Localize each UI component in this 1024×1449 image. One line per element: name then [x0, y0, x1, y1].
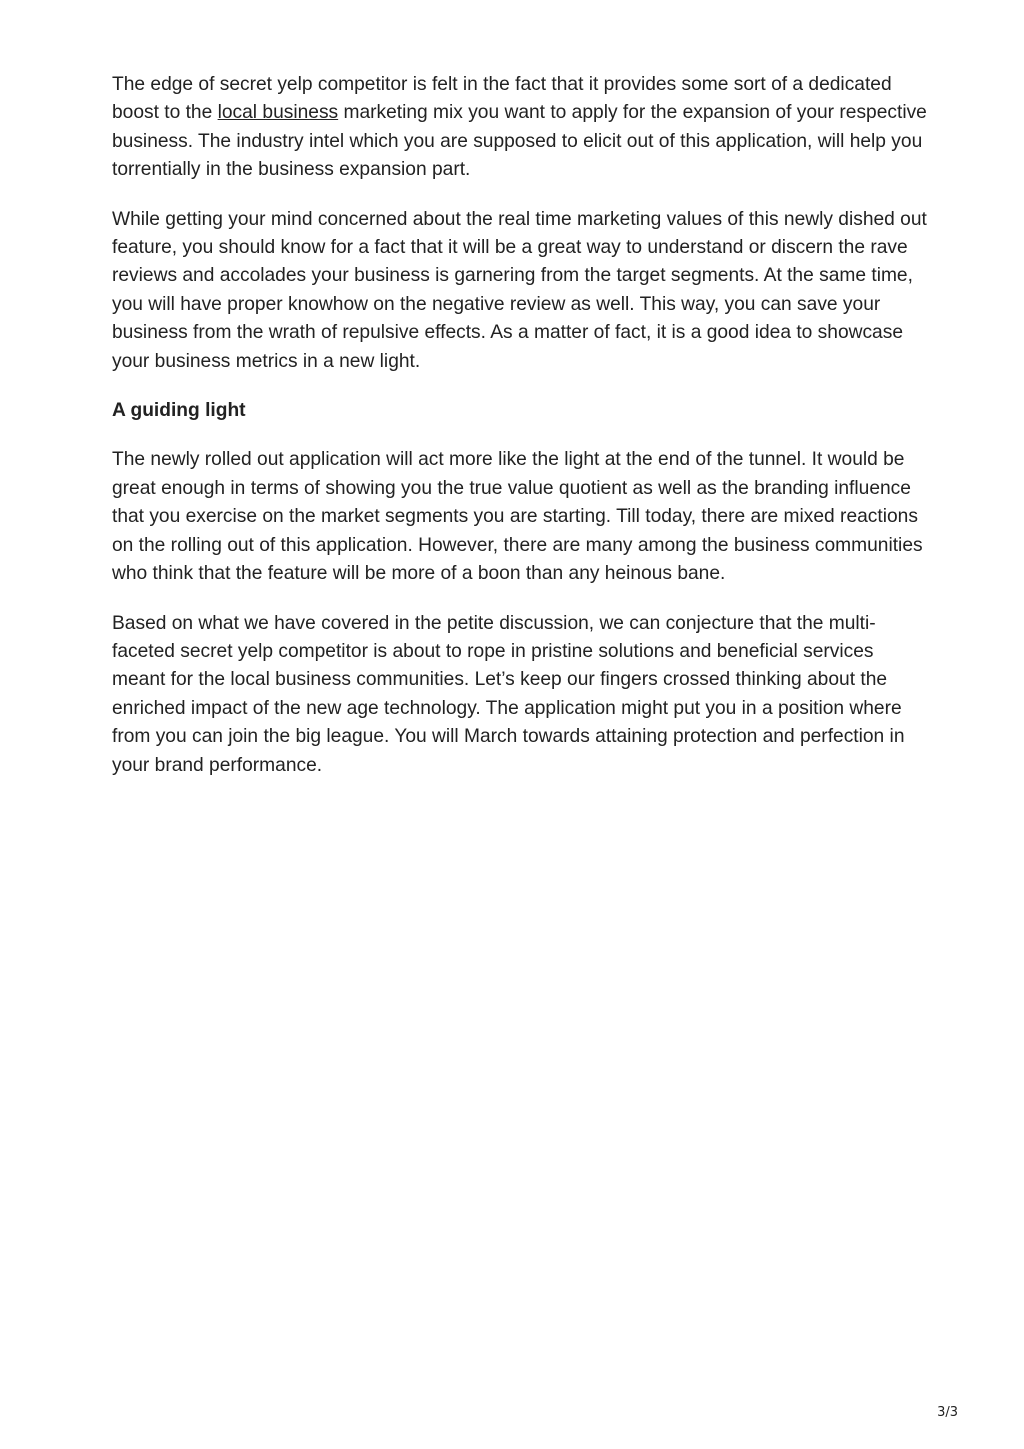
document-body [112, 71, 927, 801]
paragraph-1 [112, 71, 927, 185]
section-heading: A guiding light [112, 400, 246, 422]
paragraph-1-text-end: marketing mix you want to apply for the expansion of your respective business. The industry intel which you are supposed to elicit out of this application, will help you torrentially in the business expansion part. [112, 102, 927, 181]
paragraph-2: While getting your mind concerned about the real time marketing values of this newly dished out feature, you should know for a fact that it will be a great way to understand or discern the rave reviews and accolades your business is garnering from the target segments. At the same time, you will have proper knowhow on the negative review as well. This way, you can save your business from the wrath of repulsive effects. As a matter of fact, it is a good idea to showcase your business metrics in a new light. [112, 208, 927, 372]
paragraph-1-text-start: The edge of secret yelp competitor is felt in the fact that it provides some sort of a dedicated boost to the [112, 74, 892, 124]
paragraph-4: Based on what we have covered in the petite discussion, we can conjecture that the multi-faceted secret yelp competitor is about to rope in pristine solutions and beneficial services meant for the local business communities. Let’s keep our fingers crossed thinking about the enriched impact of the new age technology. The application might put you in a position where from you can join the big league. You will March towards attaining protection and perfection in your brand performance. [112, 612, 905, 776]
page-number: 3/3 [937, 1405, 958, 1420]
paragraph-3: The newly rolled out application will act more like the light at the end of the tunnel. It would be great enough in terms of showing you the true value quotient as well as the branding influence that you exercise on the market segments you are starting. Till today, there are mixed reactions on the rolling out of this application. However, there are many among the business communities who think that the feature will be more of a boon than any heinous bane. [112, 449, 923, 585]
local-business-link[interactable]: local business [217, 102, 339, 124]
